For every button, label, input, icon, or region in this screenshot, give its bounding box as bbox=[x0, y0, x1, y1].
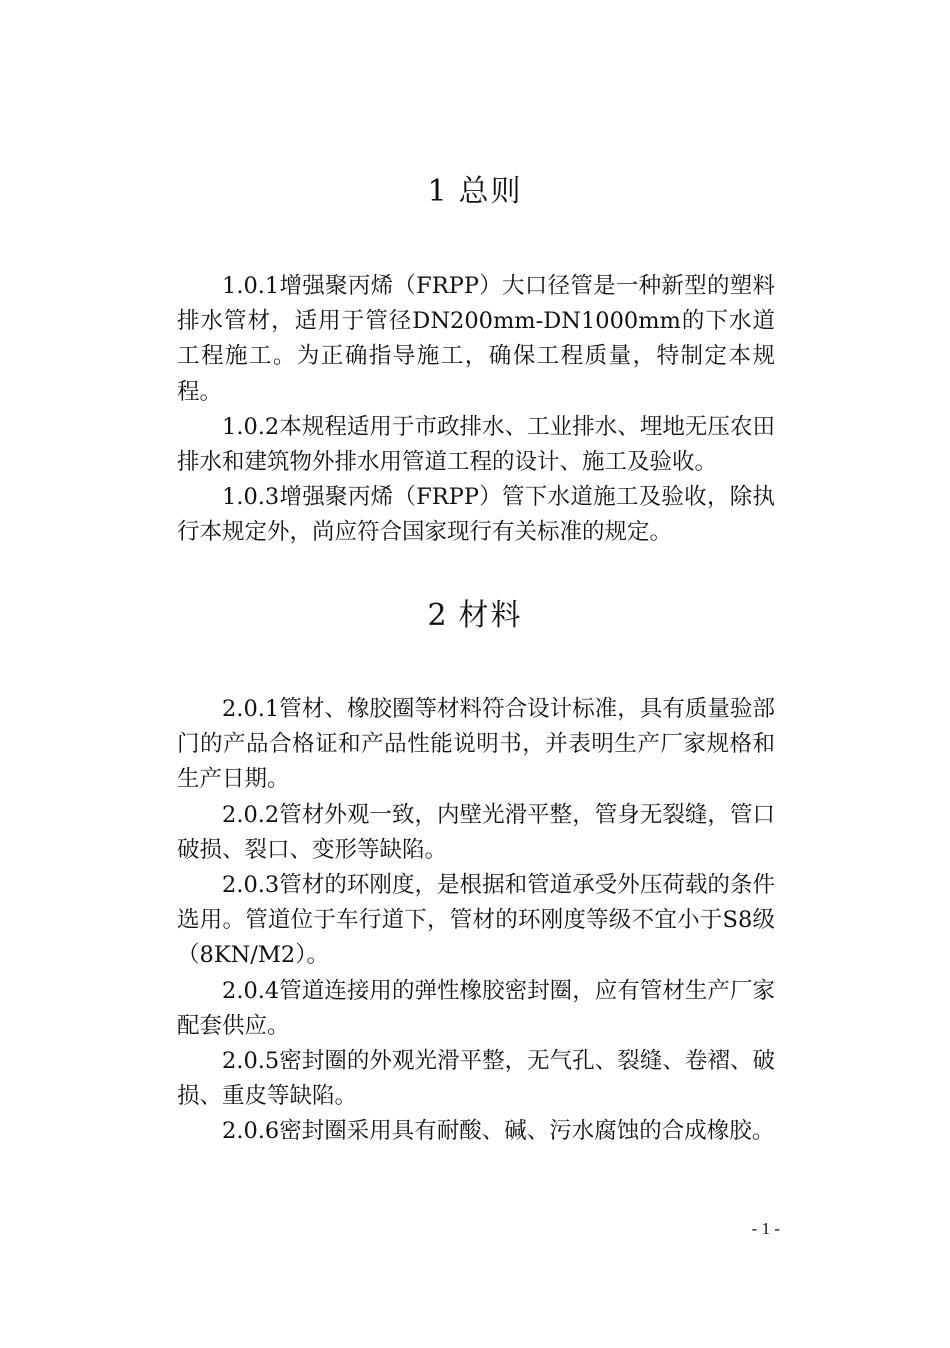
clause-1-0-2: 1.0.2本规程适用于市政排水、工业排水、埋地无压农田排水和建筑物外排水用管道工程的设计、施工及验收。 bbox=[177, 413, 775, 476]
clause-1-0-1: 1.0.1增强聚丙烯（FRPP）大口径管是一种新型的塑料排水管材，适用于管径DN200mm-DN1000mm的下水道工程施工。为正确指导施工，确保工程质量，特制定本规程。 bbox=[177, 273, 775, 405]
clause-1-0-3: 1.0.3增强聚丙烯（FRPP）管下水道施工及验收，除执行本规定外，尚应符合国家现行有关标准的规定。 bbox=[177, 484, 775, 546]
clause-2-0-6: 2.0.6密封圈采用具有耐酸、碱、污水腐蚀的合成橡胶。 bbox=[222, 1118, 775, 1145]
clause-2-0-5: 2.0.5密封圈的外观光滑平整，无气孔、裂缝、卷褶、破损、重皮等缺陷。 bbox=[177, 1048, 775, 1110]
clause-2-0-1: 2.0.1管材、橡胶圈等材料符合设计标准，具有质量验部门的产品合格证和产品性能说明书，并表明生产厂家规格和生产日期。 bbox=[177, 696, 775, 793]
page-number: - 1 - bbox=[751, 1219, 780, 1238]
section-1-body bbox=[177, 269, 775, 551]
section-1-title: 总则 bbox=[458, 174, 523, 209]
section-2-title: 材料 bbox=[458, 598, 523, 633]
clause-2-0-3: 2.0.3管材的环刚度，是根据和管道承受外压荷载的条件选用。管道位于车行道下，管材的环刚度等级不宜小于S8级（8KN/M2）。 bbox=[177, 872, 775, 969]
clause-2-0-2: 2.0.2管材外观一致，内壁光滑平整，管身无裂缝，管口破损、裂口、变形等缺陷。 bbox=[177, 801, 775, 863]
section-2-number: 2 bbox=[427, 598, 449, 633]
clause-2-0-4: 2.0.4管道连接用的弹性橡胶密封圈，应有管材生产厂家配套供应。 bbox=[177, 977, 775, 1039]
section-1-heading bbox=[0, 172, 950, 212]
section-2-body bbox=[177, 692, 775, 1150]
section-2-heading bbox=[0, 596, 950, 636]
section-1-number: 1 bbox=[427, 174, 449, 209]
